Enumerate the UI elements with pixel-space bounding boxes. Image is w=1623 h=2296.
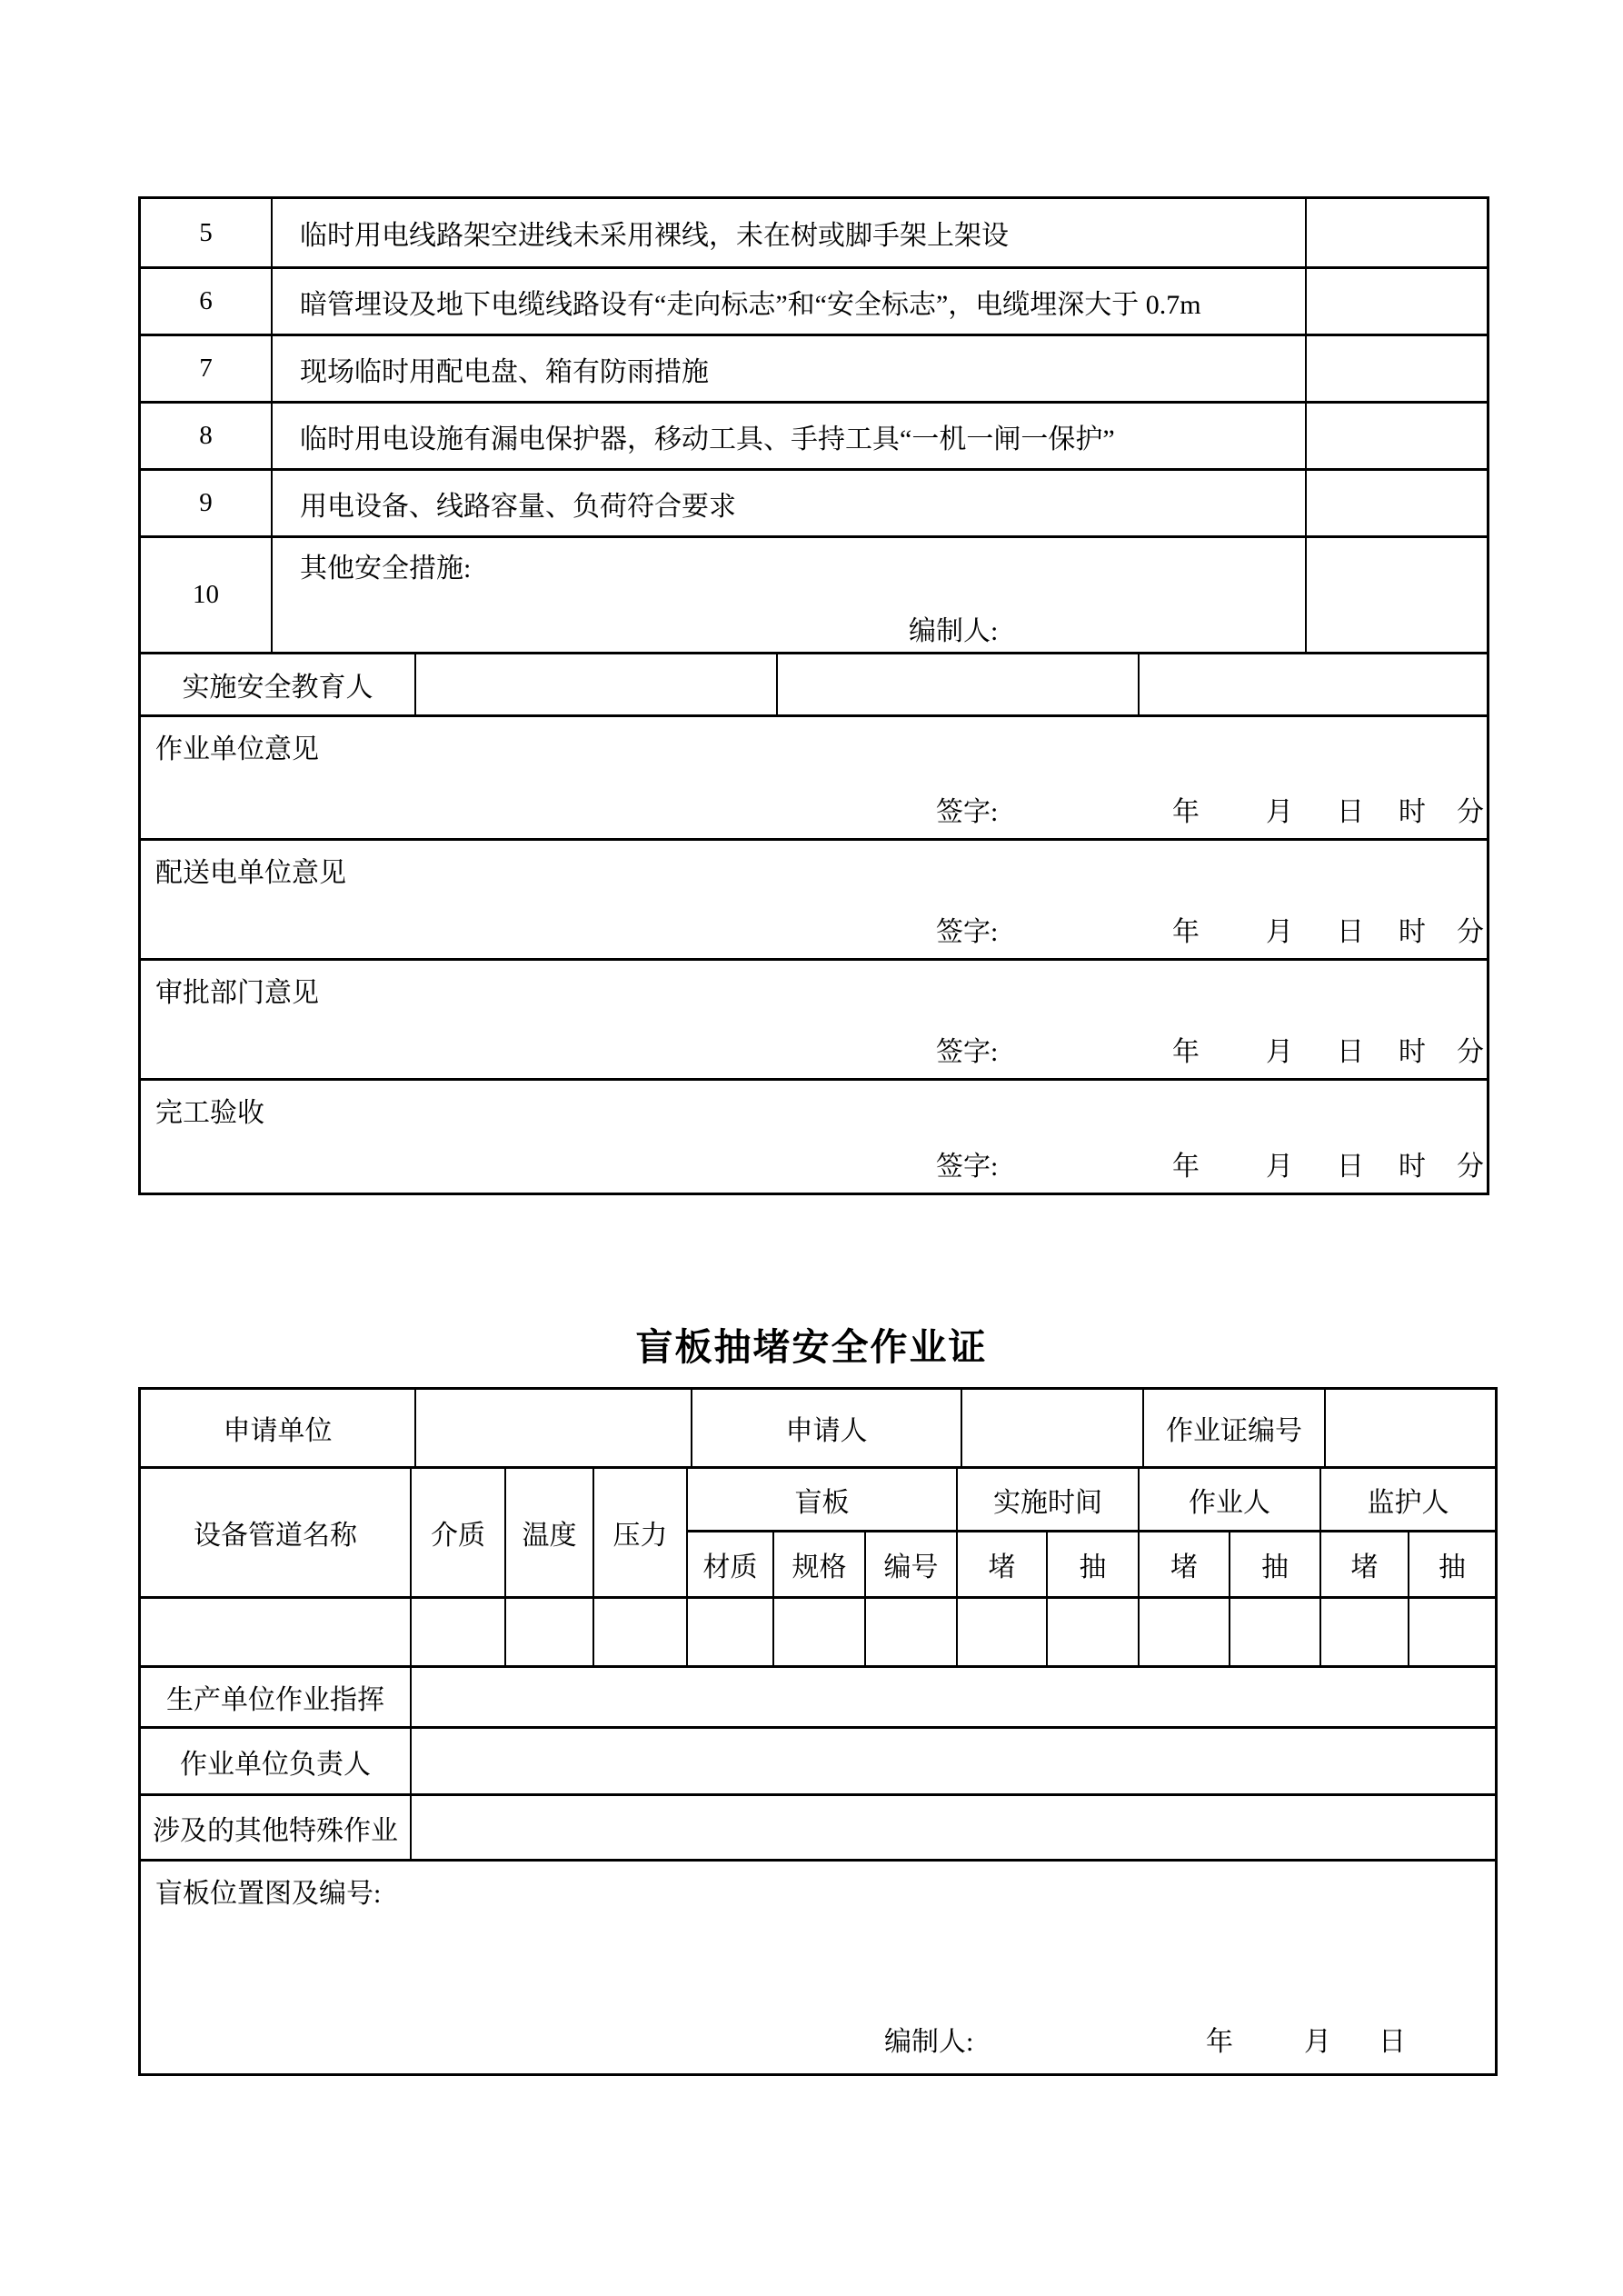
guardian-extract-cell: [1409, 1599, 1495, 1665]
date-unit-month: 月: [1304, 2027, 1331, 2057]
number-header: 编号: [883, 1552, 939, 1582]
row-description: 现场临时用配电盘、箱有防雨措施: [273, 336, 1307, 401]
date-unit-month: 月: [1266, 1037, 1293, 1067]
spec-cell: [774, 1599, 866, 1665]
operator-plug-cell: [1140, 1599, 1230, 1665]
blind-plate-permit-table: [138, 1387, 1498, 2076]
checklist-row-7: [141, 334, 1487, 401]
safety-educator-field: [1140, 654, 1487, 714]
other-special-work-row: [141, 1793, 1495, 1859]
other-special-work-label: 涉及的其他特殊作业: [141, 1796, 412, 1859]
impl-time-extract-cell: [1048, 1599, 1140, 1665]
check-result-cell: [1307, 199, 1487, 266]
operator-header-group: [1140, 1469, 1321, 1596]
safety-educator-field: [778, 654, 1140, 714]
date-unit-day: 日: [1337, 797, 1364, 827]
date-unit-month: 月: [1266, 797, 1293, 827]
work-unit-head-row: [141, 1726, 1495, 1793]
opinion-row-completion-acceptance: [141, 1078, 1487, 1193]
check-result-cell: [1307, 538, 1487, 652]
work-unit-head-field: [412, 1729, 1495, 1793]
position-diagram-label: 盲板位置图及编号:: [155, 1879, 382, 1909]
apply-unit-field: [416, 1390, 692, 1466]
signature-label: 签字:: [936, 797, 999, 827]
date-unit-hour: 时: [1399, 1152, 1426, 1182]
checklist-row-10-other-measures: [141, 535, 1487, 652]
opinion-row-power-distribution-unit: [141, 838, 1487, 958]
row-number: 5: [141, 199, 273, 266]
row-number: 6: [141, 269, 273, 334]
date-unit-hour: 时: [1399, 797, 1426, 827]
date-unit-day: 日: [1337, 1037, 1364, 1067]
row-description: 暗管埋设及地下电缆线路设有“走向标志”和“安全标志”，电缆埋深大于 0.7m: [273, 269, 1307, 334]
preparer-label: 编制人:: [909, 616, 999, 646]
guardian-header-group: [1321, 1469, 1495, 1596]
apply-unit-label: 申请单位: [141, 1390, 416, 1466]
opinion-label: 作业单位意见: [155, 734, 319, 764]
row-description: 用电设备、线路容量、负荷符合要求: [273, 471, 1307, 535]
date-unit-hour: 时: [1399, 917, 1426, 947]
operator-extract-cell: [1230, 1599, 1321, 1665]
implementation-time-header: 实施时间: [958, 1469, 1138, 1532]
row-description: 临时用电设施有漏电保护器，移动工具、手持工具“一机一闸一保护”: [273, 404, 1307, 468]
operator-header: 作业人: [1140, 1469, 1319, 1532]
check-result-cell: [1307, 269, 1487, 334]
work-unit-head-label: 作业单位负责人: [141, 1729, 412, 1793]
impl-time-plug-cell: [958, 1599, 1048, 1665]
safety-educator-label: 实施安全教育人: [141, 654, 416, 714]
permit-number-field: [1326, 1390, 1495, 1466]
date-unit-day: 日: [1337, 1152, 1364, 1182]
preparer-label: 编制人:: [884, 2027, 974, 2057]
opinion-label: 配送电单位意见: [155, 858, 346, 888]
production-commander-row: [141, 1665, 1495, 1726]
guardian-plug-cell: [1321, 1599, 1409, 1665]
checklist-row-6: [141, 266, 1487, 334]
spec-header: 规格: [774, 1532, 866, 1596]
extract-header: 抽: [1079, 1552, 1107, 1582]
row-number: 9: [141, 471, 273, 535]
date-unit-year: 年: [1172, 917, 1200, 947]
check-result-cell: [1307, 471, 1487, 535]
date-unit-minute: 分: [1457, 1152, 1484, 1182]
application-row: [141, 1390, 1495, 1466]
extract-header: 抽: [1439, 1552, 1466, 1582]
safety-educator-field: [416, 654, 778, 714]
plug-header: 堵: [1321, 1532, 1409, 1596]
other-measures-label: 其他安全措施:: [300, 554, 472, 584]
other-special-work-field: [412, 1796, 1495, 1859]
equipment-pipe-name-header: 设备管道名称: [141, 1469, 412, 1596]
medium-cell: [412, 1599, 506, 1665]
data-entry-row: [141, 1596, 1495, 1665]
pressure-header: 压力: [594, 1469, 688, 1596]
pressure-cell: [594, 1599, 688, 1665]
number-cell: [866, 1599, 958, 1665]
date-unit-minute: 分: [1457, 797, 1484, 827]
material-cell: [688, 1599, 774, 1665]
date-unit-month: 月: [1266, 917, 1293, 947]
row-number: 7: [141, 336, 273, 401]
production-commander-label: 生产单位作业指挥: [141, 1668, 412, 1726]
date-unit-month: 月: [1266, 1152, 1293, 1182]
signature-label: 签字:: [936, 1037, 999, 1067]
check-result-cell: [1307, 336, 1487, 401]
checklist-row-8: [141, 401, 1487, 468]
date-unit-minute: 分: [1457, 1037, 1484, 1067]
checklist-row-9: [141, 468, 1487, 535]
row-number: 10: [141, 538, 273, 652]
other-measures-cell: [273, 538, 1307, 652]
plug-header: 堵: [1140, 1532, 1230, 1596]
date-unit-year: 年: [1172, 1037, 1200, 1067]
date-unit-day: 日: [1337, 917, 1364, 947]
production-commander-field: [412, 1668, 1495, 1726]
blind-plate-header-group: [688, 1469, 958, 1596]
date-unit-year: 年: [1172, 1152, 1200, 1182]
guardian-header: 监护人: [1321, 1469, 1495, 1532]
date-unit-day: 日: [1379, 2027, 1406, 2057]
table-header-row: [141, 1466, 1495, 1596]
temperature-header: 温度: [506, 1469, 594, 1596]
opinion-row-work-unit: [141, 714, 1487, 838]
row-number: 8: [141, 404, 273, 468]
opinion-label: 审批部门意见: [155, 978, 319, 1008]
row-description: 临时用电线路架空进线未采用裸线，未在树或脚手架上架设: [273, 199, 1307, 266]
blind-plate-header: 盲板: [688, 1469, 956, 1532]
signature-label: 签字:: [936, 1152, 999, 1182]
plug-header: 堵: [958, 1532, 1048, 1596]
equipment-pipe-name-cell: [141, 1599, 412, 1665]
date-unit-minute: 分: [1457, 917, 1484, 947]
date-unit-hour: 时: [1399, 1037, 1426, 1067]
date-unit-year: 年: [1172, 797, 1200, 827]
date-unit-year: 年: [1206, 2027, 1233, 2057]
opinion-label: 完工验收: [155, 1098, 264, 1128]
permit-title: 盲板抽堵安全作业证: [635, 1326, 988, 1368]
opinion-row-approval-department: [141, 958, 1487, 1078]
safety-educator-row: [141, 652, 1487, 714]
signature-label: 签字:: [936, 917, 999, 947]
applicant-label: 申请人: [692, 1390, 962, 1466]
temporary-power-checklist-table: [138, 196, 1489, 1195]
medium-header: 介质: [412, 1469, 506, 1596]
permit-number-label: 作业证编号: [1144, 1390, 1326, 1466]
applicant-field: [962, 1390, 1144, 1466]
extract-header: 抽: [1261, 1552, 1289, 1582]
temperature-cell: [506, 1599, 594, 1665]
check-result-cell: [1307, 404, 1487, 468]
checklist-row-5: [141, 199, 1487, 266]
material-header: 材质: [688, 1532, 774, 1596]
blind-plate-position-row: [141, 1859, 1495, 2073]
implementation-time-header-group: [958, 1469, 1140, 1596]
